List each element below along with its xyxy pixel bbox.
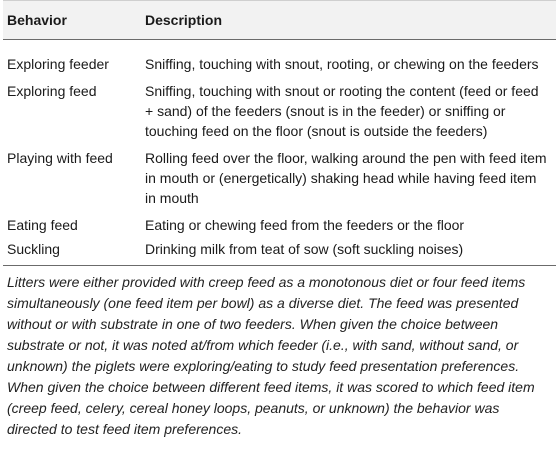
table-row — [3, 208, 556, 235]
cell-behavior: Exploring feeder — [7, 56, 109, 72]
cell-description: Drinking milk from teat of sow (soft suckling noises) — [141, 235, 556, 266]
header-behavior: Behavior — [3, 1, 141, 40]
cell-behavior: Playing with feed — [7, 150, 113, 166]
cell-description: Eating or chewing feed from the feeders or the floor — [145, 217, 465, 233]
table-row — [3, 141, 556, 208]
table-row — [3, 74, 556, 141]
header-row — [3, 1, 556, 40]
table-body — [3, 40, 556, 266]
table-header — [3, 1, 556, 40]
cell-description: Sniffing, touching with snout or rooting the content (feed or feed + sand) of the feeders (snout is in the feeder) or sniffing or touching feed on the floor (snout is outside the feeders) — [145, 83, 539, 139]
cell-description: Sniffing, touching with snout, rooting, or chewing on the feeders — [145, 56, 539, 72]
behavior-table — [3, 0, 556, 266]
cell-description: Rolling feed over the floor, walking around the pen with feed item in mouth or (energetically) shaking head while having feed item in mouth — [145, 150, 547, 206]
table-row — [3, 40, 556, 75]
table-row — [3, 235, 556, 266]
table-footnote: Litters were either provided with creep feed as a monotonous diet or four feed items simultaneously (one feed item per bowl) as a diverse diet. The feed was presented without or with substrate in one of two feeders. When given the choice between substrate or not, it was noted at/from which feeder (i.e., with sand, without sand, or unknown) the piglets were exploring/eating to study feed presentation preferences. When given the choice between different feed items, it was scored to which feed item (creep feed, celery, cereal honey loops, peanuts, or unknown) the behavior was directed to test feed item preferences. — [7, 274, 535, 437]
cell-behavior: Exploring feed — [7, 83, 97, 99]
cell-behavior: Suckling — [3, 235, 141, 266]
cell-behavior: Eating feed — [7, 217, 78, 233]
header-description: Description — [141, 1, 556, 40]
